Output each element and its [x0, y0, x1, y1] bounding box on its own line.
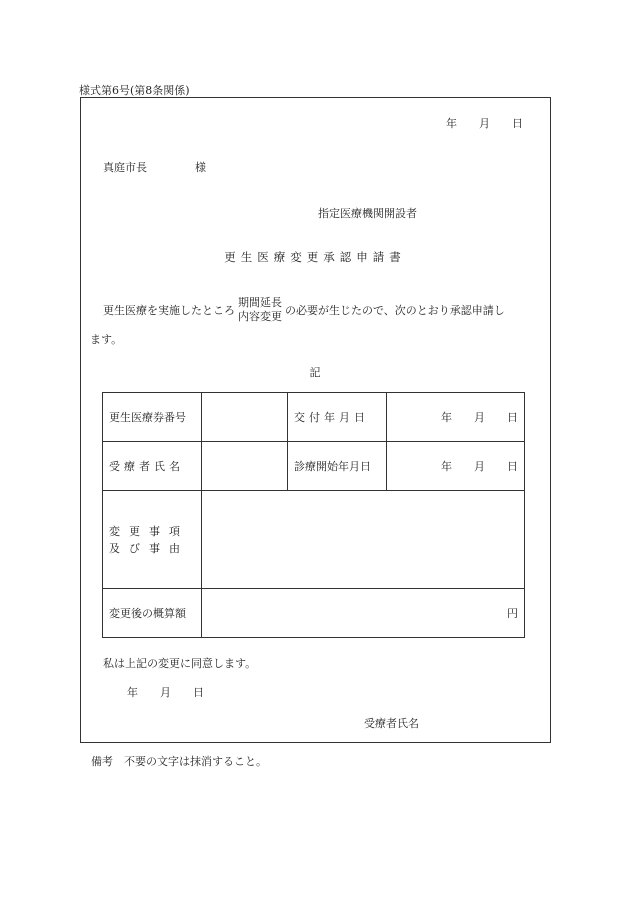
ticket-number-field[interactable]: [202, 393, 288, 442]
day-label: 日: [512, 117, 523, 130]
estimated-cost-field[interactable]: [202, 589, 525, 638]
addressee-name: 真庭市長: [103, 161, 147, 174]
table-row: [103, 442, 525, 491]
table-row: [103, 491, 525, 589]
issue-date-label: 交付年月日: [288, 393, 387, 442]
form-number-label: 様式第6号(第8条関係): [79, 84, 190, 97]
day-label: 日: [507, 411, 518, 424]
change-reason-label: [103, 491, 202, 589]
honorific: 様: [195, 161, 206, 174]
month-label: 月: [479, 117, 490, 130]
addressee: [103, 159, 206, 175]
change-reason-line-2: 及び事由: [109, 541, 189, 555]
body-text-line-1: [103, 295, 505, 325]
option-content-change[interactable]: 内容変更: [238, 310, 282, 323]
patient-name-label: 受療者氏名: [103, 442, 202, 491]
signature-date[interactable]: [127, 684, 204, 700]
body-suffix: の必要が生じたので、次のとおり承認申請し: [285, 304, 505, 317]
month-label: 月: [160, 686, 171, 699]
treatment-start-label: 診療開始年月日: [288, 442, 387, 491]
document-title: 更生医療変更承認申請書: [224, 250, 406, 264]
estimated-cost-label: 変更後の概算額: [103, 589, 202, 638]
establisher-label: 指定医療機関開設者: [318, 207, 417, 220]
table-row: [103, 393, 525, 442]
year-label: 年: [127, 686, 138, 699]
body-prefix: 更生医療を実施したところ: [103, 304, 235, 317]
day-label: 日: [193, 686, 204, 699]
ki-label: 記: [309, 366, 321, 379]
issue-date-field[interactable]: [387, 393, 525, 442]
option-extension[interactable]: 期間延長: [238, 296, 282, 309]
patient-name-field[interactable]: [202, 442, 288, 491]
day-label: 日: [507, 460, 518, 473]
year-label: 年: [446, 117, 457, 130]
option-stack: [238, 296, 282, 324]
change-reason-field[interactable]: [202, 491, 525, 589]
year-label: 年: [441, 411, 452, 424]
body-text-line-2: ます。: [90, 333, 123, 346]
signer-label: 受療者氏名: [364, 717, 419, 730]
consent-text: 私は上記の変更に同意します。: [103, 657, 257, 670]
month-label: 月: [474, 411, 485, 424]
ticket-number-label: 更生医療券番号: [103, 393, 202, 442]
application-date[interactable]: [446, 115, 523, 131]
change-reason-line-1: 変更事項: [109, 524, 189, 538]
month-label: 月: [474, 460, 485, 473]
year-label: 年: [441, 460, 452, 473]
details-table: [102, 392, 525, 638]
table-row: [103, 589, 525, 638]
yen-unit: 円: [507, 607, 518, 620]
remarks: 備考 不要の文字は抹消すること。: [91, 755, 267, 768]
treatment-start-field[interactable]: [387, 442, 525, 491]
